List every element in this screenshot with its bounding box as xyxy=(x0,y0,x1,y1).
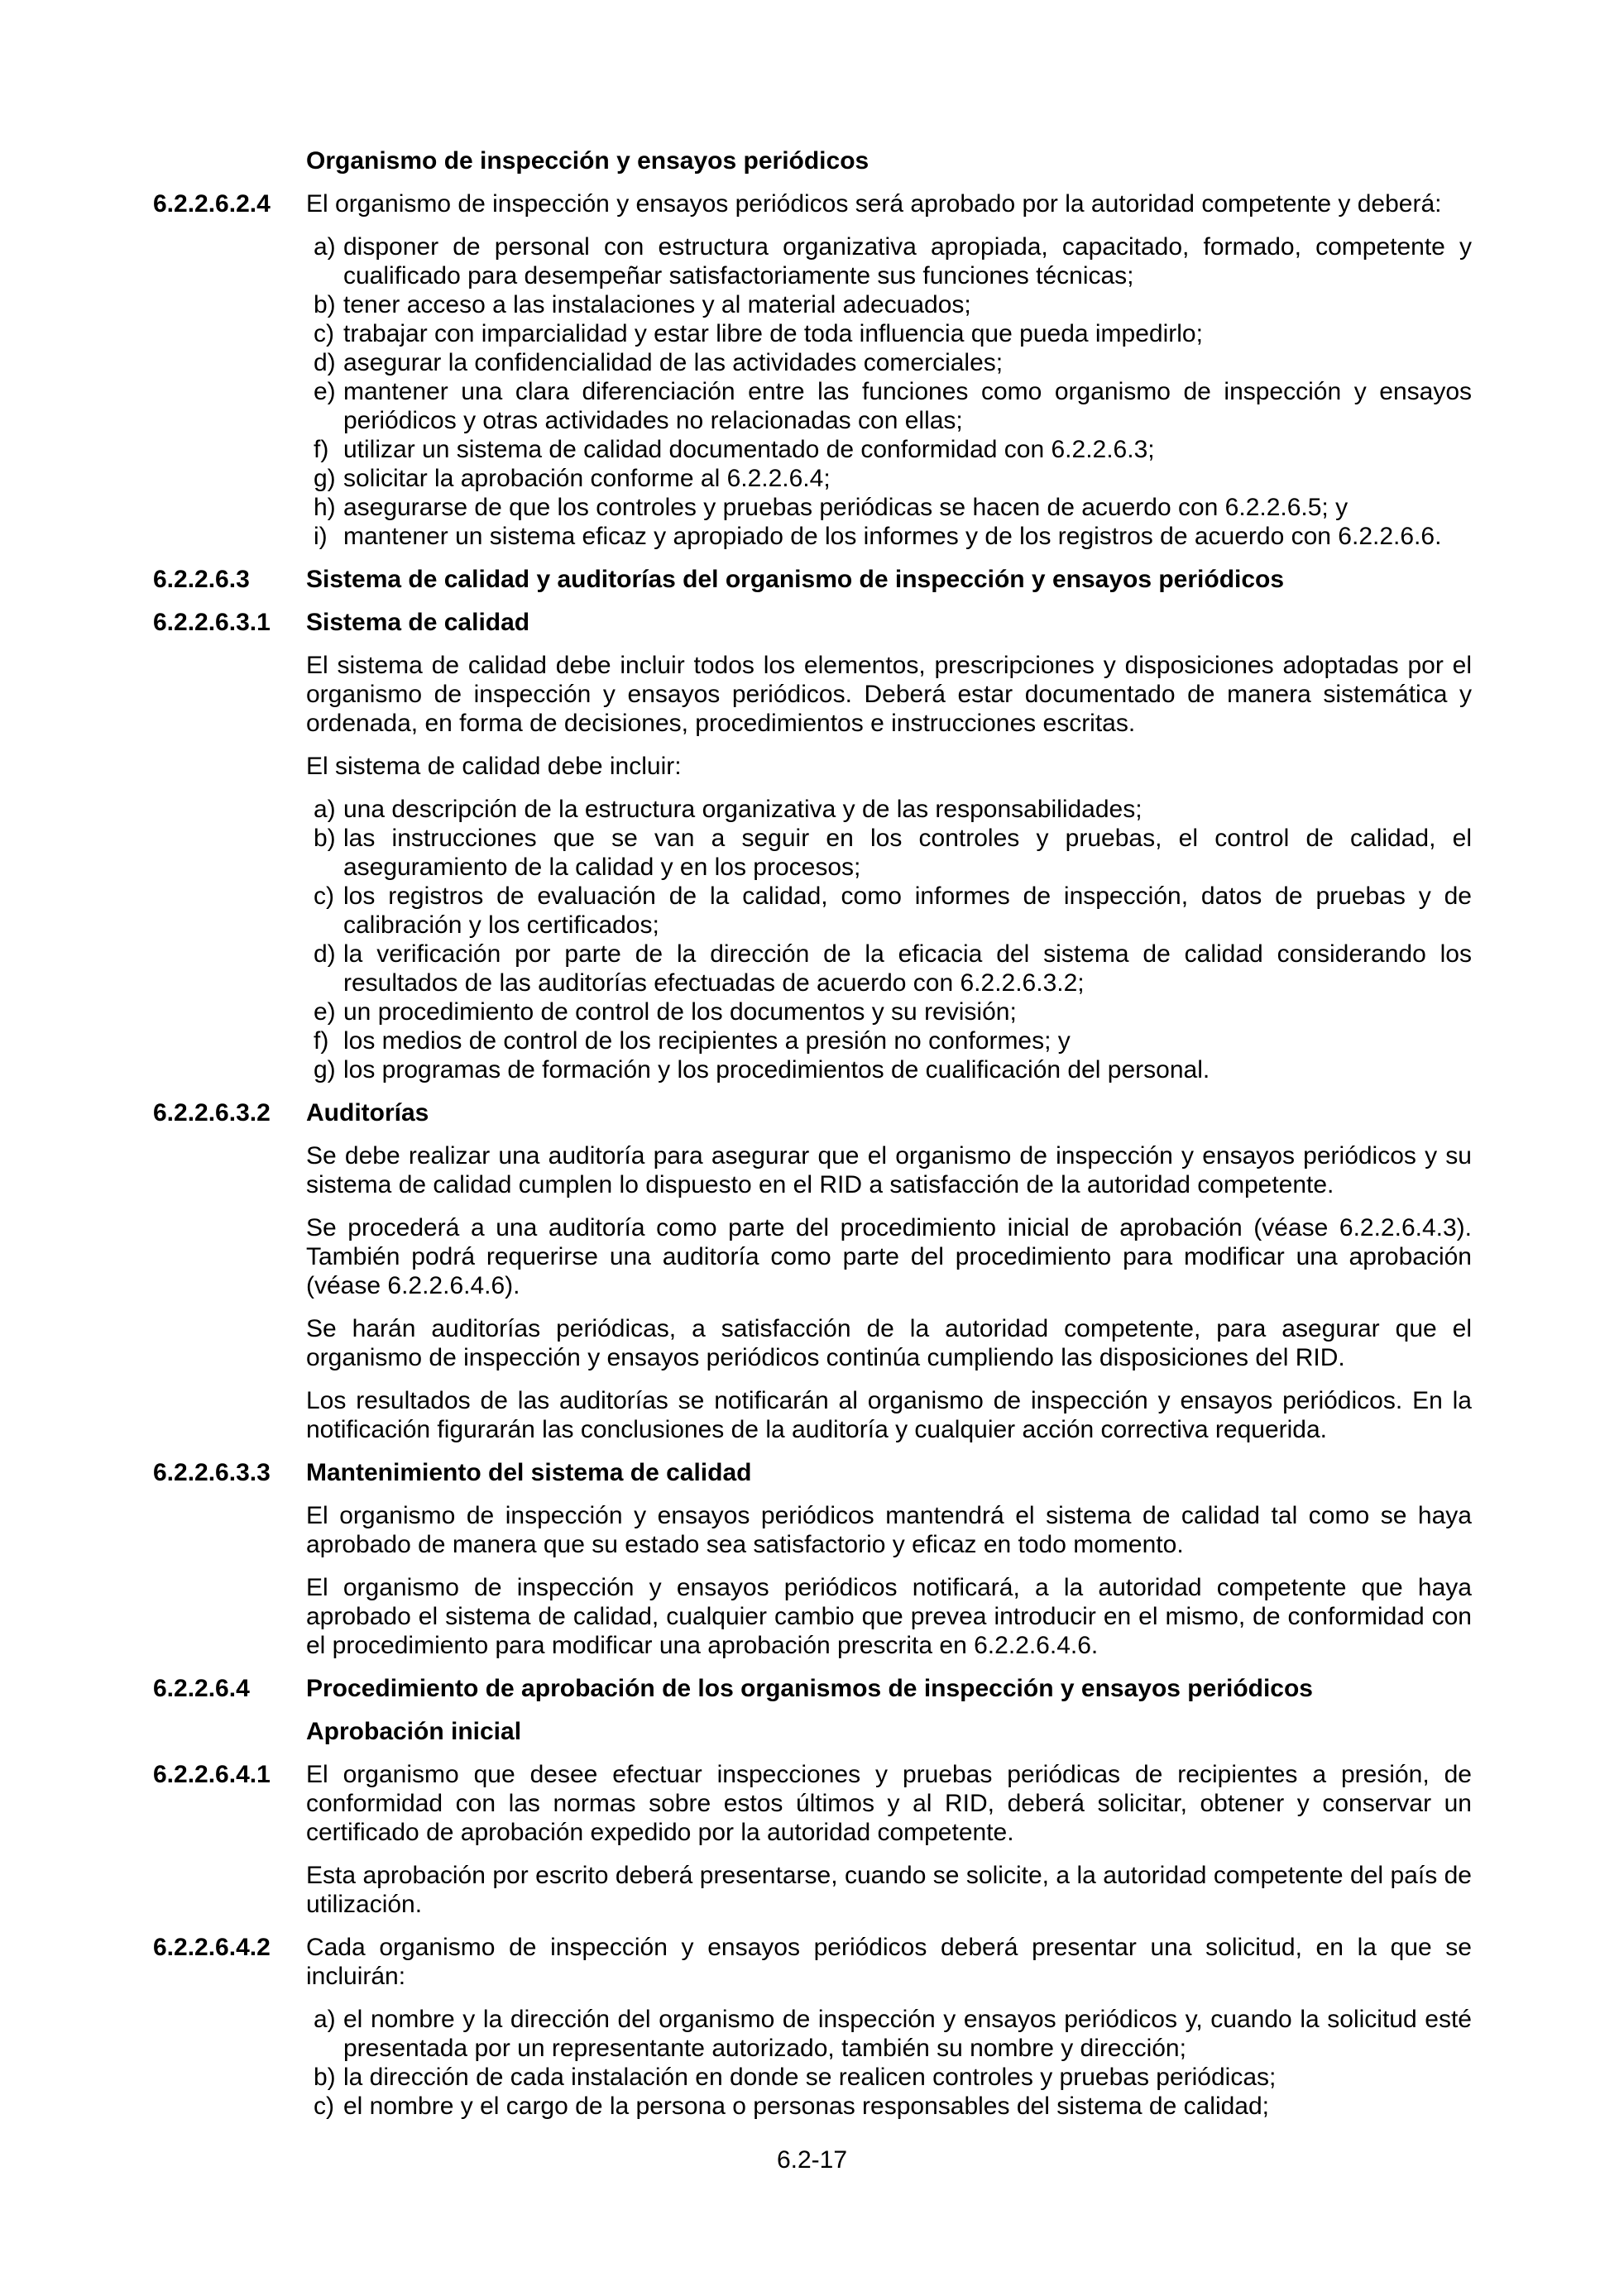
list-6.2.2.6.3.1 xyxy=(153,795,1472,1084)
clause-number-empty xyxy=(153,2005,306,2121)
clause-text: El organismo de inspección y ensayos periódicos será aprobado por la autoridad competente y deberá: xyxy=(306,190,1442,218)
heading-text: Sistema de calidad xyxy=(306,609,530,636)
list-item xyxy=(306,522,1472,551)
clause-number-empty xyxy=(153,1501,306,1559)
list-item-text: asegurar la confidencialidad de las actividades comerciales; xyxy=(343,349,1004,376)
list-item-text: los medios de control de los recipientes a presión no conformes; y xyxy=(343,1027,1071,1055)
list-item-text: los registros de evaluación de la calidad, como informes de inspección, datos de pruebas y de calibración y los certificados; xyxy=(343,883,1472,939)
list-item xyxy=(306,2005,1472,2063)
list-item-label: d) xyxy=(314,349,336,376)
heading-text: Procedimiento de aprobación de los organismos de inspección y ensayos periódicos xyxy=(306,1675,1313,1702)
paragraph xyxy=(153,1386,1472,1444)
clause-number-empty xyxy=(153,795,306,1084)
list-item-label: c) xyxy=(314,883,334,910)
list-item-label: g) xyxy=(314,465,336,492)
clause-6.2.2.6.4 xyxy=(153,1674,1472,1703)
clause-number-empty xyxy=(153,1861,306,1919)
list-item-label: f) xyxy=(314,1027,329,1055)
clause-number: 6.2.2.6.4 xyxy=(153,1675,250,1702)
list-item-label: a) xyxy=(314,796,336,823)
list-item-label: a) xyxy=(314,2006,336,2033)
list-item-label: e) xyxy=(314,998,336,1026)
list-item-text: la dirección de cada instalación en donde se realicen controles y pruebas periódicas; xyxy=(343,2064,1277,2091)
list-item-label: c) xyxy=(314,2093,334,2120)
section-heading-organismo xyxy=(153,146,1472,175)
list-item xyxy=(306,795,1472,824)
list-item-label: b) xyxy=(314,825,336,852)
list-item xyxy=(306,2063,1472,2092)
list-item-label: e) xyxy=(314,378,336,405)
list-item-text: mantener una clara diferenciación entre las funciones como organismo de inspección y ensayos periódicos y otras actividades no relacionadas con ellas; xyxy=(343,378,1472,434)
clause-number: 6.2.2.6.3.3 xyxy=(153,1459,271,1486)
paragraph xyxy=(153,752,1472,781)
list-item-label: h) xyxy=(314,494,336,521)
heading-text: Organismo de inspección y ensayos periódicos xyxy=(306,147,869,175)
clause-number xyxy=(153,146,306,175)
list-item xyxy=(306,464,1472,493)
clause-number-empty xyxy=(153,1573,306,1660)
paragraph-text: Se debe realizar una auditoría para asegurar que el organismo de inspección y ensayos periódicos y su sistema de calidad cumplen lo dispuesto en el RID a satisfacción de la autoridad competente. xyxy=(306,1142,1472,1198)
clause-6.2.2.6.4.1 xyxy=(153,1760,1472,1847)
paragraph-text: Los resultados de las auditorías se notificarán al organismo de inspección y ensayos periódicos. En la notificación figurarán las conclusiones de la auditoría y cualquier acción correctiva requerida. xyxy=(306,1387,1472,1443)
clause-6.2.2.6.3 xyxy=(153,565,1472,594)
paragraph xyxy=(153,1573,1472,1660)
heading-text: Sistema de calidad y auditorías del organismo de inspección y ensayos periódicos xyxy=(306,566,1285,593)
paragraph xyxy=(153,1141,1472,1199)
clause-6.2.2.6.3.2 xyxy=(153,1098,1472,1127)
list-item xyxy=(306,232,1472,290)
clause-number-empty xyxy=(153,1213,306,1300)
list-item-text: tener acceso a las instalaciones y al material adecuados; xyxy=(343,291,971,318)
list-item-label: a) xyxy=(314,233,336,261)
clause-6.2.2.6.3.3 xyxy=(153,1458,1472,1487)
clause-number: 6.2.2.6.3 xyxy=(153,566,250,593)
list-item xyxy=(306,493,1472,522)
list-item xyxy=(306,940,1472,997)
clause-number-empty xyxy=(153,232,306,551)
clause-6.2.2.6.3.1 xyxy=(153,608,1472,637)
clause-text: El organismo que desee efectuar inspecciones y pruebas periódicas de recipientes a presión, de conformidad con las normas sobre estos últimos y al RID, deberá solicitar, obtener y conservar un certificado de aprobación expedido por la autoridad competente. xyxy=(306,1761,1472,1846)
paragraph-text: El sistema de calidad debe incluir todos los elementos, prescripciones y disposiciones adoptadas por el organismo de inspección y ensayos periódicos. Deberá estar documentado de manera sistemática y ordenada, en forma de decisiones, procedimientos e instrucciones escritas. xyxy=(306,652,1472,737)
paragraph xyxy=(153,1861,1472,1919)
list-item xyxy=(306,824,1472,882)
list-item xyxy=(306,1026,1472,1055)
list-item xyxy=(306,348,1472,377)
list-6.2.2.6.4.2 xyxy=(153,2005,1472,2121)
list-item xyxy=(306,435,1472,464)
list-item xyxy=(306,882,1472,940)
list-item-text: el nombre y el cargo de la persona o personas responsables del sistema de calidad; xyxy=(343,2093,1269,2120)
clause-number-empty xyxy=(153,752,306,781)
list-item-text: asegurarse de que los controles y pruebas periódicas se hacen de acuerdo con 6.2.2.6.5; y xyxy=(343,494,1349,521)
list-item xyxy=(306,377,1472,435)
clause-number: 6.2.2.6.3.2 xyxy=(153,1099,271,1126)
list-item-label: g) xyxy=(314,1056,336,1083)
list-item-text: utilizar un sistema de calidad documentado de conformidad con 6.2.2.6.3; xyxy=(343,436,1155,463)
list-item-text: mantener un sistema eficaz y apropiado de los informes y de los registros de acuerdo con 6.2.2.6.6. xyxy=(343,523,1442,550)
clause-number: 6.2.2.6.2.4 xyxy=(153,190,271,218)
paragraph-text: El organismo de inspección y ensayos periódicos mantendrá el sistema de calidad tal como se haya aprobado de manera que su estado sea satisfactorio y eficaz en todo momento. xyxy=(306,1502,1472,1558)
list-item xyxy=(306,1055,1472,1084)
list-6.2.2.6.2.4 xyxy=(153,232,1472,551)
heading-text: Aprobación inicial xyxy=(306,1718,522,1745)
paragraph-text: Se procederá a una auditoría como parte del procedimiento inicial de aprobación (véase 6.2.2.6.4.3). También podrá requerirse una auditoría como parte del procedimiento para modificar una aprobación (véase 6.2.2.6.4.6). xyxy=(306,1214,1472,1299)
list-item-label: d) xyxy=(314,940,336,968)
list-item xyxy=(306,997,1472,1026)
list-item-label: i) xyxy=(314,523,328,550)
clause-number: 6.2.2.6.4.1 xyxy=(153,1761,271,1788)
list-item xyxy=(306,319,1472,348)
list-item-text: el nombre y la dirección del organismo de inspección y ensayos periódicos y, cuando la solicitud esté presentada por un representante autorizado, también su nombre y dirección; xyxy=(343,2006,1472,2062)
paragraph xyxy=(153,1501,1472,1559)
clause-text: Cada organismo de inspección y ensayos periódicos deberá presentar una solicitud, en la que se incluirán: xyxy=(306,1934,1472,1990)
paragraph xyxy=(153,1213,1472,1300)
list-item xyxy=(306,2092,1472,2121)
clause-6.2.2.6.4.2 xyxy=(153,1933,1472,1991)
paragraph xyxy=(153,651,1472,738)
list-item-label: b) xyxy=(314,291,336,318)
list-item-text: las instrucciones que se van a seguir en los controles y pruebas, el control de calidad, el aseguramiento de la calidad y en los procesos; xyxy=(343,825,1472,881)
list-item-label: f) xyxy=(314,436,329,463)
document-body xyxy=(153,146,1472,2135)
clause-number-empty xyxy=(153,1717,306,1746)
list-item-text: trabajar con imparcialidad y estar libre de toda influencia que pueda impedirlo; xyxy=(343,320,1203,347)
paragraph-text: Se harán auditorías periódicas, a satisfacción de la autoridad competente, para asegurar que el organismo de inspección y ensayos periódicos continúa cumpliendo las disposiciones del RID. xyxy=(306,1315,1472,1371)
clause-number-empty xyxy=(153,1314,306,1372)
clause-number: 6.2.2.6.4.2 xyxy=(153,1934,271,1961)
heading-text: Mantenimiento del sistema de calidad xyxy=(306,1459,752,1486)
paragraph-text: El sistema de calidad debe incluir: xyxy=(306,753,682,780)
page-number: 6.2-17 xyxy=(776,2146,848,2174)
clause-6.2.2.6.2.4 xyxy=(153,189,1472,218)
subheading-aprobacion-inicial xyxy=(153,1717,1472,1746)
list-item-text: la verificación por parte de la dirección de la eficacia del sistema de calidad considerando los resultados de las auditorías efectuadas de acuerdo con 6.2.2.6.3.2; xyxy=(343,940,1472,997)
list-item-text: disponer de personal con estructura organizativa apropiada, capacitado, formado, competente y cualificado para desempeñar satisfactoriamente sus funciones técnicas; xyxy=(343,233,1472,289)
clause-number-empty xyxy=(153,1141,306,1199)
heading-text: Auditorías xyxy=(306,1099,429,1126)
list-item-label: b) xyxy=(314,2064,336,2091)
clause-number-empty xyxy=(153,1386,306,1444)
clause-number-empty xyxy=(153,651,306,738)
paragraph-text: Esta aprobación por escrito deberá presentarse, cuando se solicite, a la autoridad competente del país de utilización. xyxy=(306,1862,1472,1918)
paragraph xyxy=(153,1314,1472,1372)
list-item-text: solicitar la aprobación conforme al 6.2.2.6.4; xyxy=(343,465,831,492)
list-item-text: los programas de formación y los procedimientos de cualificación del personal. xyxy=(343,1056,1210,1083)
list-item xyxy=(306,290,1472,319)
clause-number: 6.2.2.6.3.1 xyxy=(153,609,271,636)
paragraph-text: El organismo de inspección y ensayos periódicos notificará, a la autoridad competente que haya aprobado el sistema de calidad, cualquier cambio que prevea introducir en el mismo, de conformidad con el procedimiento para modificar una aprobación prescrita en 6.2.2.6.4.6. xyxy=(306,1574,1472,1659)
list-item-text: un procedimiento de control de los documentos y su revisión; xyxy=(343,998,1017,1026)
list-item-label: c) xyxy=(314,320,334,347)
list-item-text: una descripción de la estructura organizativa y de las responsabilidades; xyxy=(343,796,1143,823)
